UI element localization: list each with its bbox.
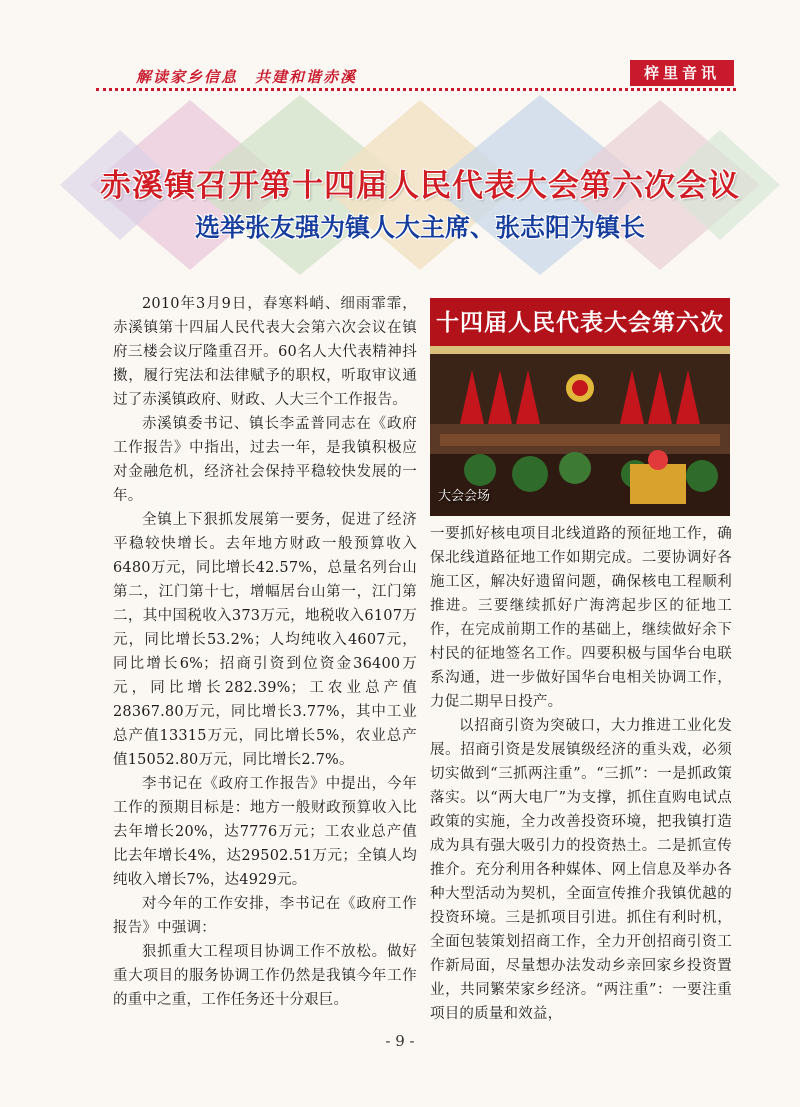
article-headline: 赤溪镇召开第十四届人民代表大会第六次会议 — [100, 168, 740, 204]
paragraph: 2010年3月9日，春寒料峭、细雨霏霏，赤溪镇第十四届人民代表大会第六次会议在镇府三楼会议厅隆重召开。60名人大代表精神抖擞，履行宪法和法律赋予的职权，听取审议通过了赤溪镇政府、财政、人大三个工作报告。 — [113, 296, 417, 408]
right-column — [430, 522, 732, 1026]
page-number: - 9 - — [385, 1032, 415, 1050]
paragraph: 全镇上下狠抓发展第一要务，促进了经济平稳较快增长。去年地方财政一般预算收入6480万元，同比增长42.57%，总量名列台山第二，江门第十七，增幅居台山第一，江门第二，其中国税收入373万元，地税收入6107万元，同比增长53.2%；人均纯收入4607元，同比增长6%；招商引资到位资金36400万元，同比增长282.39%；工农业总产值28367.80万元，同比增长3.77%，其中工业总产值13315万元，同比增长5%，农业总产值15052.80万元，同比增长2.7%。 — [113, 512, 417, 768]
section-label: 梓里音讯 — [630, 60, 734, 86]
paragraph: 对今年的工作安排，李书记在《政府工作报告》中强调： — [113, 896, 417, 936]
article-subheadline: 选举张友强为镇人大主席、张志阳为镇长 — [194, 213, 645, 242]
photo-caption: 大会会场 — [438, 489, 491, 504]
header-slogan: 解读家乡信息 共建和谐赤溪 — [136, 68, 358, 86]
left-column — [113, 292, 417, 1012]
paragraph: 李书记在《政府工作报告》中提出，今年工作的预期目标是：地方一般财政预算收入比去年增长20%，达7776万元；工农业总产值比去年增长4%，达29502.51万元；全镇人均纯收入增长7%，达4929元。 — [113, 776, 417, 888]
paragraph: 赤溪镇委书记、镇长李孟普同志在《政府工作报告》中指出，过去一年，是我镇积极应对金融危机，经济社会保持平稳较快发展的一年。 — [113, 416, 417, 504]
paragraph: 一要抓好核电项目北线道路的预征地工作，确保北线道路征地工作如期完成。二要协调好各施工区，解决好遗留问题，确保核电工程顺利推进。三要继续抓好广海湾起步区的征地工作，在完成前期工作的基础上，继续做好余下村民的征地签名工作。四要积极与国华台电联系沟通，进一步做好国华台电相关协调工作，力促二期早日投产。 — [430, 526, 732, 710]
paragraph: 以招商引资为突破口，大力推进工业化发展。招商引资是发展镇级经济的重头戏，必须切实做到“三抓两注重”。“三抓”：一是抓政策落实。以“两大电厂”为支撑，抓住直购电试点政策的实施，全力改善投资环境，把我镇打造成为具有强大吸引力的投资热土。二是抓宣传推介。充分利用各种媒体、网上信息及举办各种大型活动为契机，全面宣传推介我镇优越的投资环境。三是抓项目引进。抓住有利时机，全面包装策划招商工作，全力开创招商引资工作新局面，尽量想办法发动乡亲回家乡投资置业，共同繁荣家乡经济。“两注重”：一要注重项目的质量和效益， — [430, 718, 732, 1022]
meeting-hall-photo — [430, 298, 730, 516]
paragraph: 狠抓重大工程项目协调工作不放松。做好重大项目的服务协调工作仍然是我镇今年工作的重中之重，工作任务还十分艰巨。 — [113, 944, 417, 1008]
photo-banner-text: 十四届人民代表大会第六次 — [436, 310, 724, 336]
